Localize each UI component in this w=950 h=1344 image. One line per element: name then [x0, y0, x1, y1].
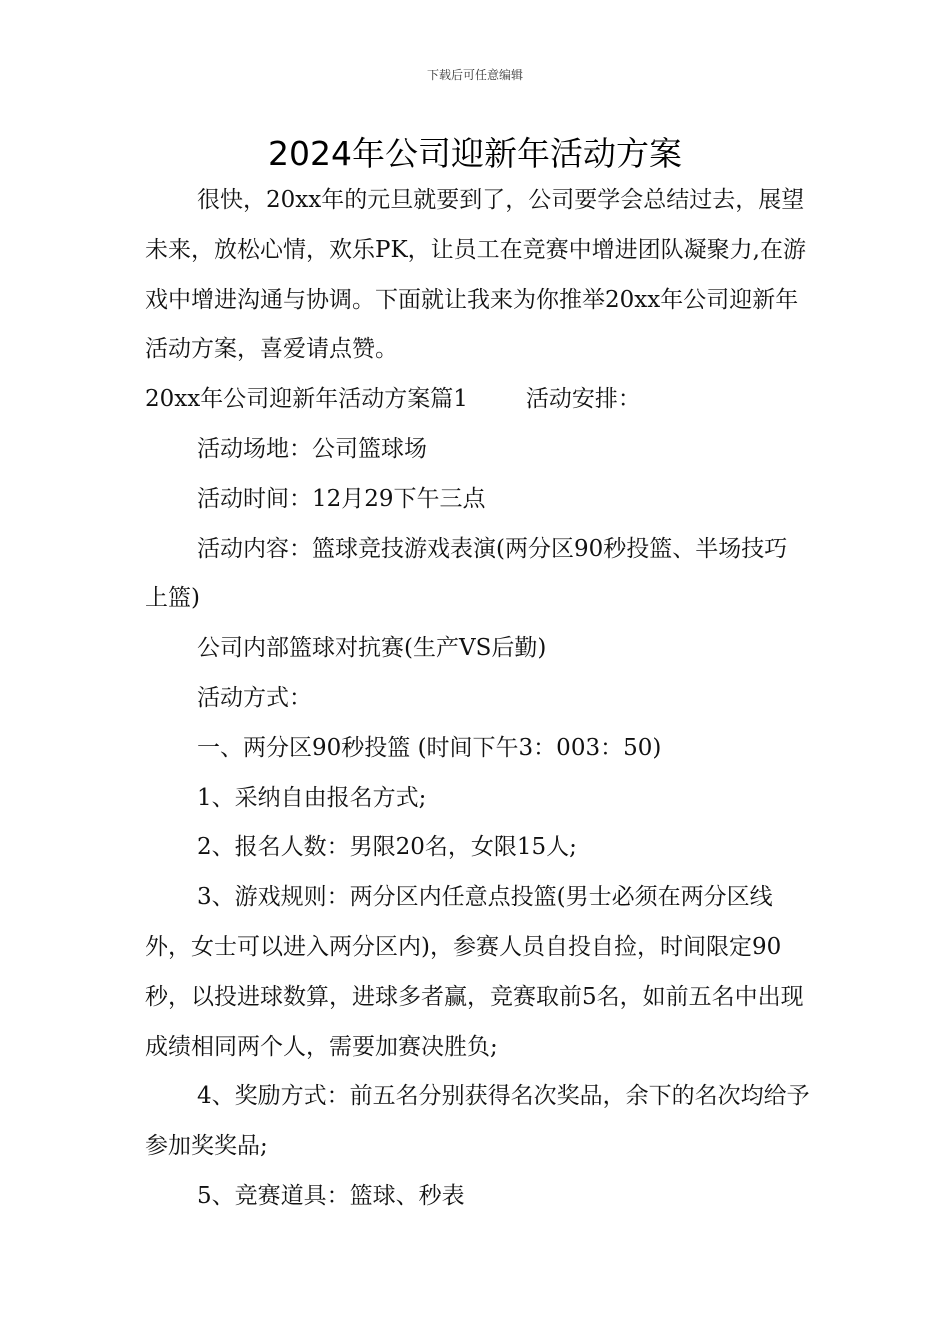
rule-5: 5、竞赛道具：篮球、秒表	[197, 1182, 465, 1209]
section-heading: 20xx年公司迎新年活动方案篇1	[145, 386, 468, 413]
section-heading-line	[145, 375, 810, 425]
rule-2: 2、报名人数：男限20名，女限15人;	[197, 834, 577, 861]
document-title: 2024年公司迎新年活动方案	[268, 134, 682, 173]
header-note: 下载后可任意编辑	[426, 68, 523, 82]
item-one-line: 一、两分区90秒投篮 (时间下午3：003：50)	[197, 734, 662, 761]
method-label: 活动方式：	[197, 684, 312, 711]
rule-4: 4、奖励方式：前五名分别获得名次奖品，余下的名次均给予参加奖奖品;	[145, 1083, 810, 1160]
rule-1: 1、采纳自由报名方式;	[197, 784, 427, 811]
content-line-2: 公司内部篮球对抗赛(生产VS后勤)	[197, 635, 547, 662]
content-line-1: 活动内容：篮球竞技游戏表演(两分区90秒投篮、半场技巧上篮)	[145, 535, 788, 612]
time-line: 活动时间：12月29下午三点	[197, 485, 486, 512]
venue-line: 活动场地：公司篮球场	[197, 435, 427, 462]
arrangement-label: 活动安排：	[525, 386, 641, 413]
intro-paragraph: 很快，20xx年的元旦就要到了，公司要学会总结过去，展望未来，放松心情，欢乐PK，让员工在竞赛中增进团队凝聚力,在游戏中增进沟通与协调。下面就让我来为你推举20xx年公司迎新年活动方案，喜爱请点赞。	[145, 187, 806, 363]
document-body	[145, 176, 810, 1222]
rule-3: 3、游戏规则：两分区内任意点投篮(男士必须在两分区线外，女士可以进入两分区内)，参赛人员自投自捡，时间限定90秒，以投进球数算，进球多者赢，竞赛取前5名，如前五名中出现成绩相同两个人，需要加赛决胜负;	[145, 884, 804, 1060]
